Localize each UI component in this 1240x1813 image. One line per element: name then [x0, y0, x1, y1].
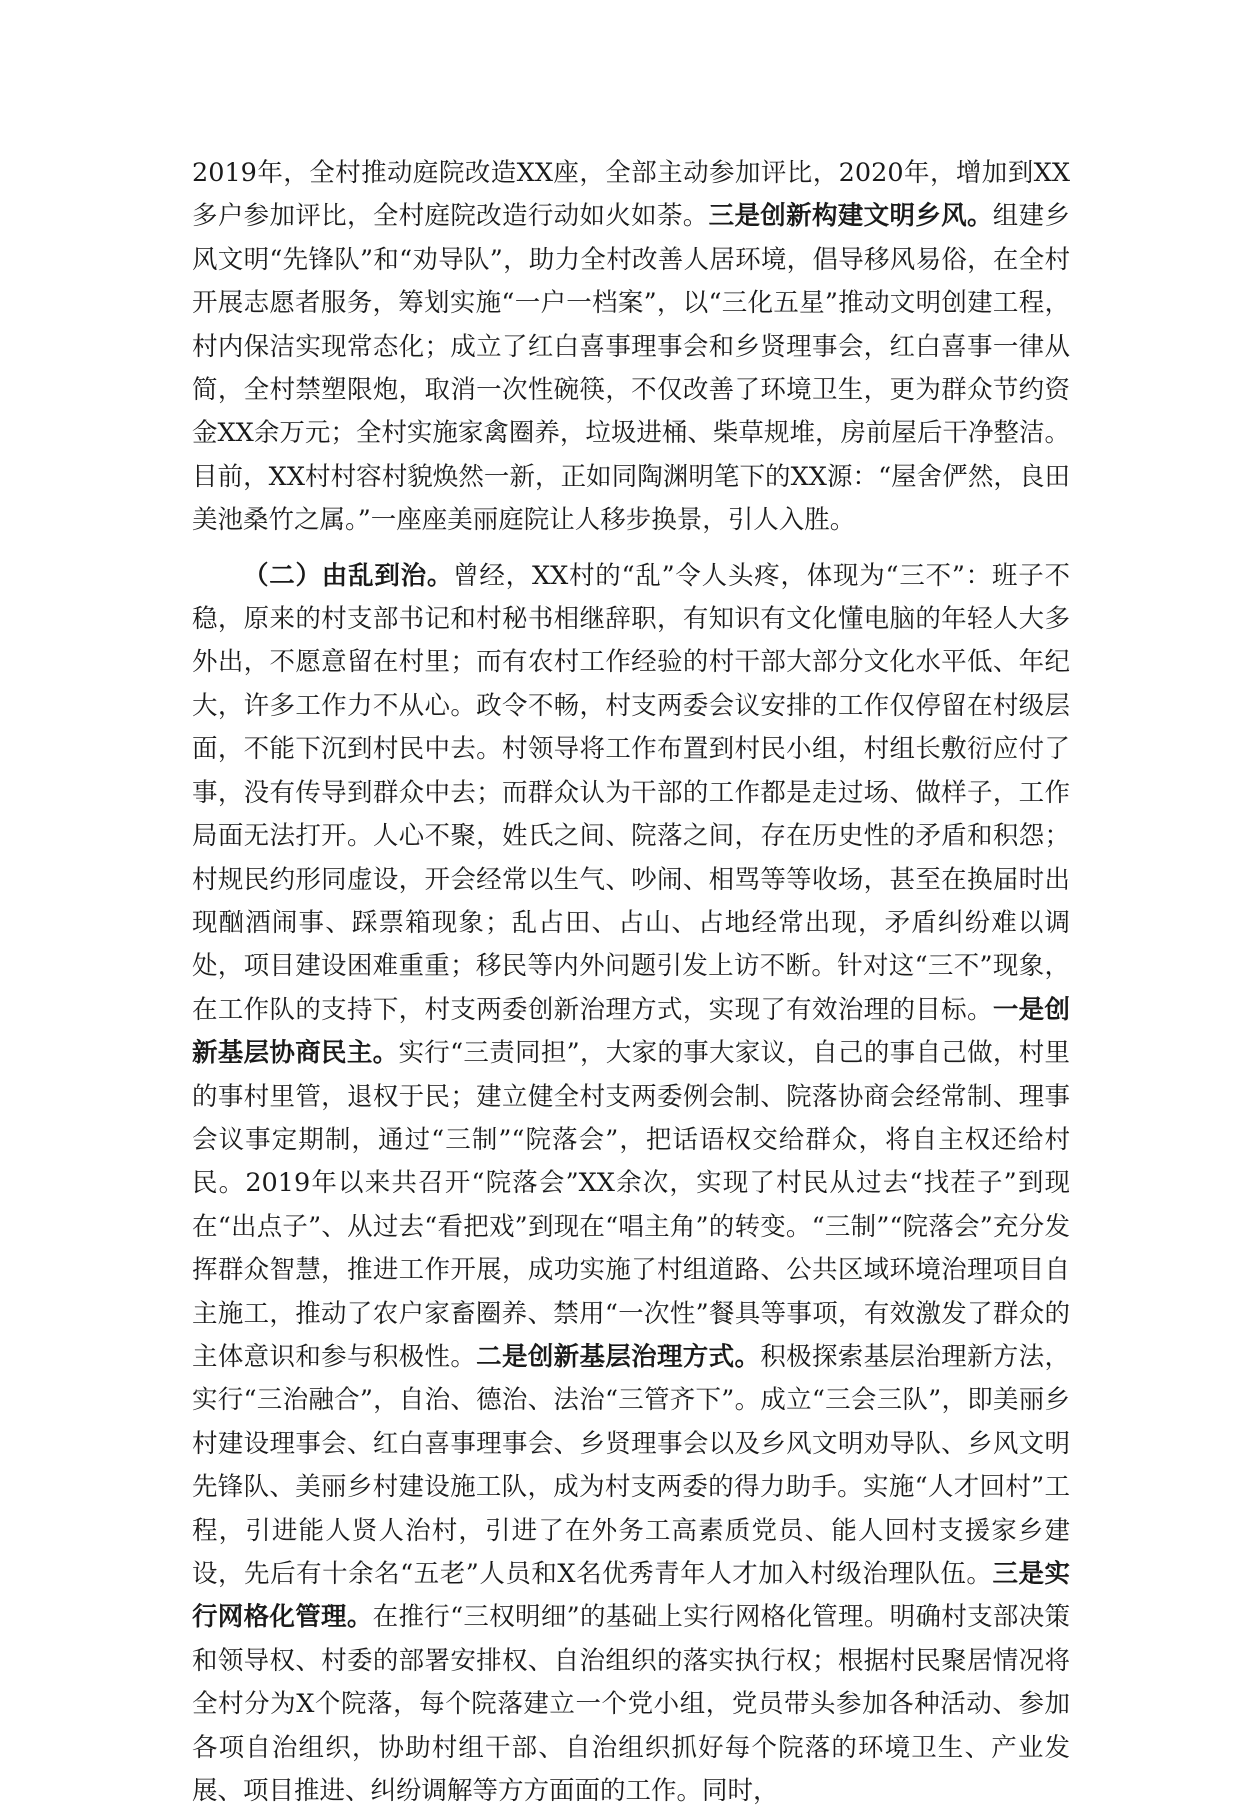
paragraph-text: 组建乡风文明“先锋队”和“劝导队”，助力全村改善人居环境，倡导移风易俗，在全村开展志愿者服务，筹划实施“一户一档案”，以“三化五星”推动文明创建工程，村内保洁实现常态化；成立了红白喜事理事会和乡贤理事会，红白喜事一律从简，全村禁塑限炮，取消一次性碗筷，不仅改善了环境卫生，更为群众节约资金XX余万元；全村实施家禽圈养，垃圾进桶、柴草规堆，房前屋后干净整洁。目前，XX村村容村貌焕然一新，正如同陶渊明笔下的XX源：“屋舍俨然，良田美池桑竹之属。”一座座美丽庭院让人移步换景，引人入胜。 [192, 201, 1070, 536]
section-heading: （二）由乱到治。 [243, 560, 454, 591]
paragraph-text: 积极探索基层治理新方法，实行“三治融合”，自治、德治、法治“三管齐下”。成立“三会三队”，即美丽乡村建设理事会、红白喜事理事会、乡贤理事会以及乡风文明劝导队、乡风文明先锋队、美丽乡村建设施工队，成为村支两委的得力助手。实施“人才回村”工程，引进能人贤人治村，引进了在外务工高素质党员、能人回村支援家乡建设，先后有十余名“五老”人员和X名优秀青年人才加入村级治理队伍。 [192, 1341, 1070, 1589]
subheading-grid-management: 三是实行网格化管理。 [192, 1559, 1070, 1633]
paragraph-text: 实行“三责同担”，大家的事大家议，自己的事自己做，村里的事村里管，退权于民；建立健全村支两委例会制、院落协商会经常制、理事会议事定期制，通过“三制”“院落会”，把话语权交给群众，将自主权还给村民。2019年以来共召开“院落会”XX余次，实现了村民从过去“找茬子”到现在“出点子”、从过去“看把戏”到现在“唱主角”的转变。“三制”“院落会”充分发挥群众智慧，推进工作开展，成功实施了村组道路、公共区域环境治理项目自主施工，推动了农户家畜圈养、禁用“一次性”餐具等事项，有效激发了群众的主体意识和参与积极性。 [192, 1038, 1070, 1372]
subheading-governance-methods: 二是创新基层治理方式。 [476, 1341, 761, 1372]
subheading-civilized-customs: 三是创新构建文明乡风。 [708, 201, 993, 232]
subheading-consultative-democracy: 一是创新基层协商民主。 [192, 994, 1070, 1069]
paragraph-courtyard-renovation [192, 152, 1070, 543]
paragraph-from-chaos-to-order [192, 555, 1070, 1813]
paragraph-text: 曾经，XX村的“乱”令人头疼，体现为“三不”：班子不稳，原来的村支部书记和村秘书相继辞职，有知识有文化懂电脑的年轻人大多外出，不愿意留在村里；而有农村工作经验的村干部大部分文化水平低、年纪大，许多工作力不从心。政令不畅，村支两委会议安排的工作仅停留在村级层面，不能下沉到村民中去。村领导将工作布置到村民小组，村组长敷衍应付了事，没有传导到群众中去；而群众认为干部的工作都是走过场、做样子，工作局面无法打开。人心不聚，姓氏之间、院落之间，存在历史性的矛盾和积怨；村规民约形同虚设，开会经常以生气、吵闹、相骂等等收场，甚至在换届时出现酗酒闹事、踩票箱现象；乱占田、占山、占地经常出现，矛盾纠纷难以调处，项目建设困难重重；移民等内外问题引发上访不断。针对这“三不”现象，在工作队的支持下，村支两委创新治理方式，实现了有效治理的目标。 [192, 560, 1070, 1025]
paragraph-text: 在推行“三权明细”的基础上实行网格化管理。明确村支部决策和领导权、村委的部署安排权、自治组织的落实执行权；根据村民聚居情况将全村分为X个院落，每个院落建立一个党小组，党员带头参加各种活动、参加各项自治组织，协助村组干部、自治组织抓好每个院落的环境卫生、产业发展、项目推进、纠纷调解等方方面面的工作。同时， [192, 1602, 1070, 1807]
paragraph-text: 2019年，全村推动庭院改造XX座，全部主动参加评比，2020年，增加到XX多户参加评比，全村庭院改造行动如火如荼。 [192, 158, 1070, 232]
document-body [192, 152, 1070, 1813]
